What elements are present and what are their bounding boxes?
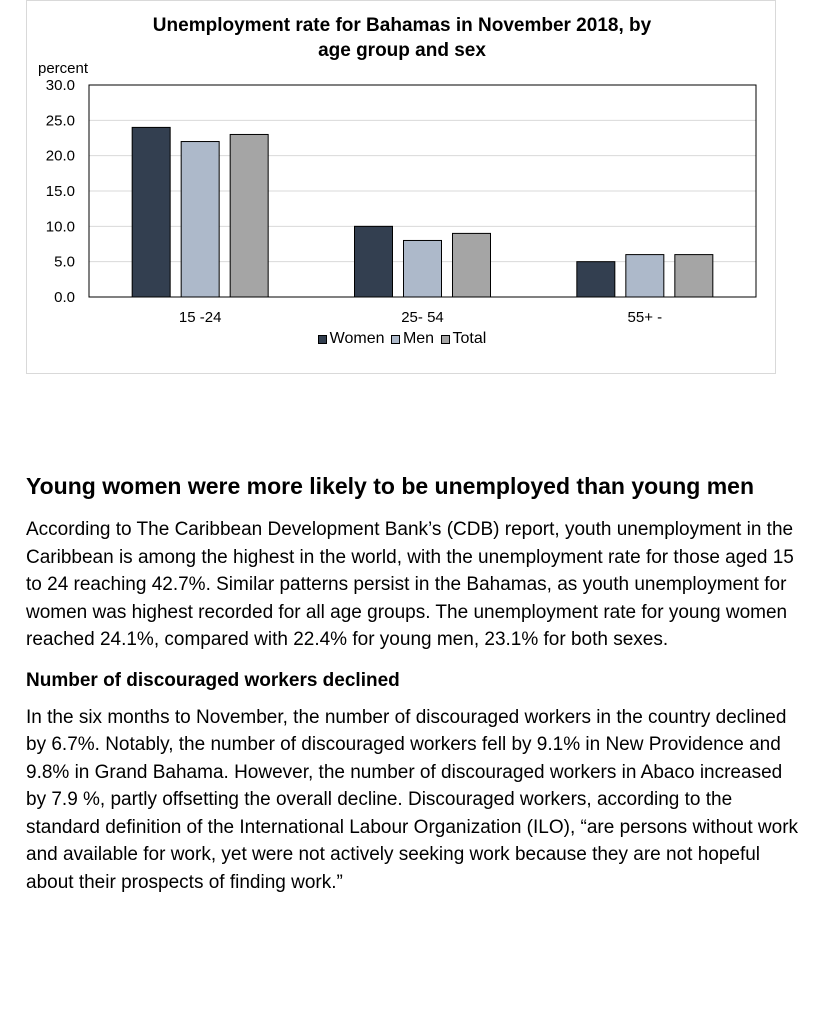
chart-title-line-1: Unemployment rate for Bahamas in November 2018, by [152,15,652,36]
y-tick-label: 20.0 [45,147,75,165]
legend-item-women [318,329,385,349]
y-tick-label: 0.0 [54,289,75,306]
chart-legend [27,329,777,350]
legend-label-total: Total [452,330,487,347]
legend-swatch-men [391,335,400,344]
bar-men-1 [404,240,442,297]
bar-chart [27,1,777,375]
legend-swatch-women [318,335,327,344]
bar-men-2 [626,255,664,297]
bar-women-2 [577,262,615,297]
y-axis-label: percent [38,60,89,77]
article-heading: Young women were more likely to be unemployed than young men [26,473,755,499]
chart-container [26,0,776,374]
bar-women-0 [132,127,170,297]
x-tick-label: 25- 54 [401,309,444,326]
legend-label-women: Women [329,330,385,347]
bar-women-1 [355,226,393,297]
bar-total-0 [230,134,268,297]
y-tick-label: 25.0 [45,112,75,130]
x-tick-label: 15 -24 [178,309,222,326]
x-tick-label: 55+ - [627,309,663,326]
legend-item-men [391,329,434,349]
bar-men-0 [181,142,219,297]
article-subheading: Number of discouraged workers declined [26,669,400,691]
y-tick-label: 15.0 [45,183,75,200]
article-paragraph-youth-unemployment: According to The Caribbean Development Bank’s (CDB) report, youth unemployment in the Caribbean is among the highest in the world, with the unemployment rate for those aged 15 to 24 reaching 42.7%. Similar patterns persist in the Bahamas, as youth unemployment for women was highest recorded for all age groups. The unemployment rate for young women reached 24.1%, compared with 22.4% for young men, 23.1% for both sexes. [26,519,794,650]
legend-swatch-total [441,335,450,344]
chart-title-line-2: age group and sex [318,40,486,61]
bar-total-1 [453,233,491,297]
y-tick-label: 10.0 [45,218,75,236]
bar-total-2 [675,255,713,297]
legend-item-total [441,329,487,349]
y-tick-label: 5.0 [54,253,75,271]
legend-label-men: Men [402,330,435,347]
y-tick-label: 30.0 [45,77,75,94]
article-paragraph-discouraged-workers: In the six months to November, the number of discouraged workers in the country declined by 6.7%. Notably, the number of discouraged workers fell by 9.1% in New Providence and 9.8% in Grand Bahama. However, the number of discouraged workers in Abaco increased by 7.9 %, partly offsetting the overall decline. Discouraged workers, according to the standard definition of the International Labour Organization (ILO), “are persons without work and available for work, yet were not actively seeking work because they are not hopeful about their prospects of finding work.” [26,706,799,893]
article [26,470,806,896]
